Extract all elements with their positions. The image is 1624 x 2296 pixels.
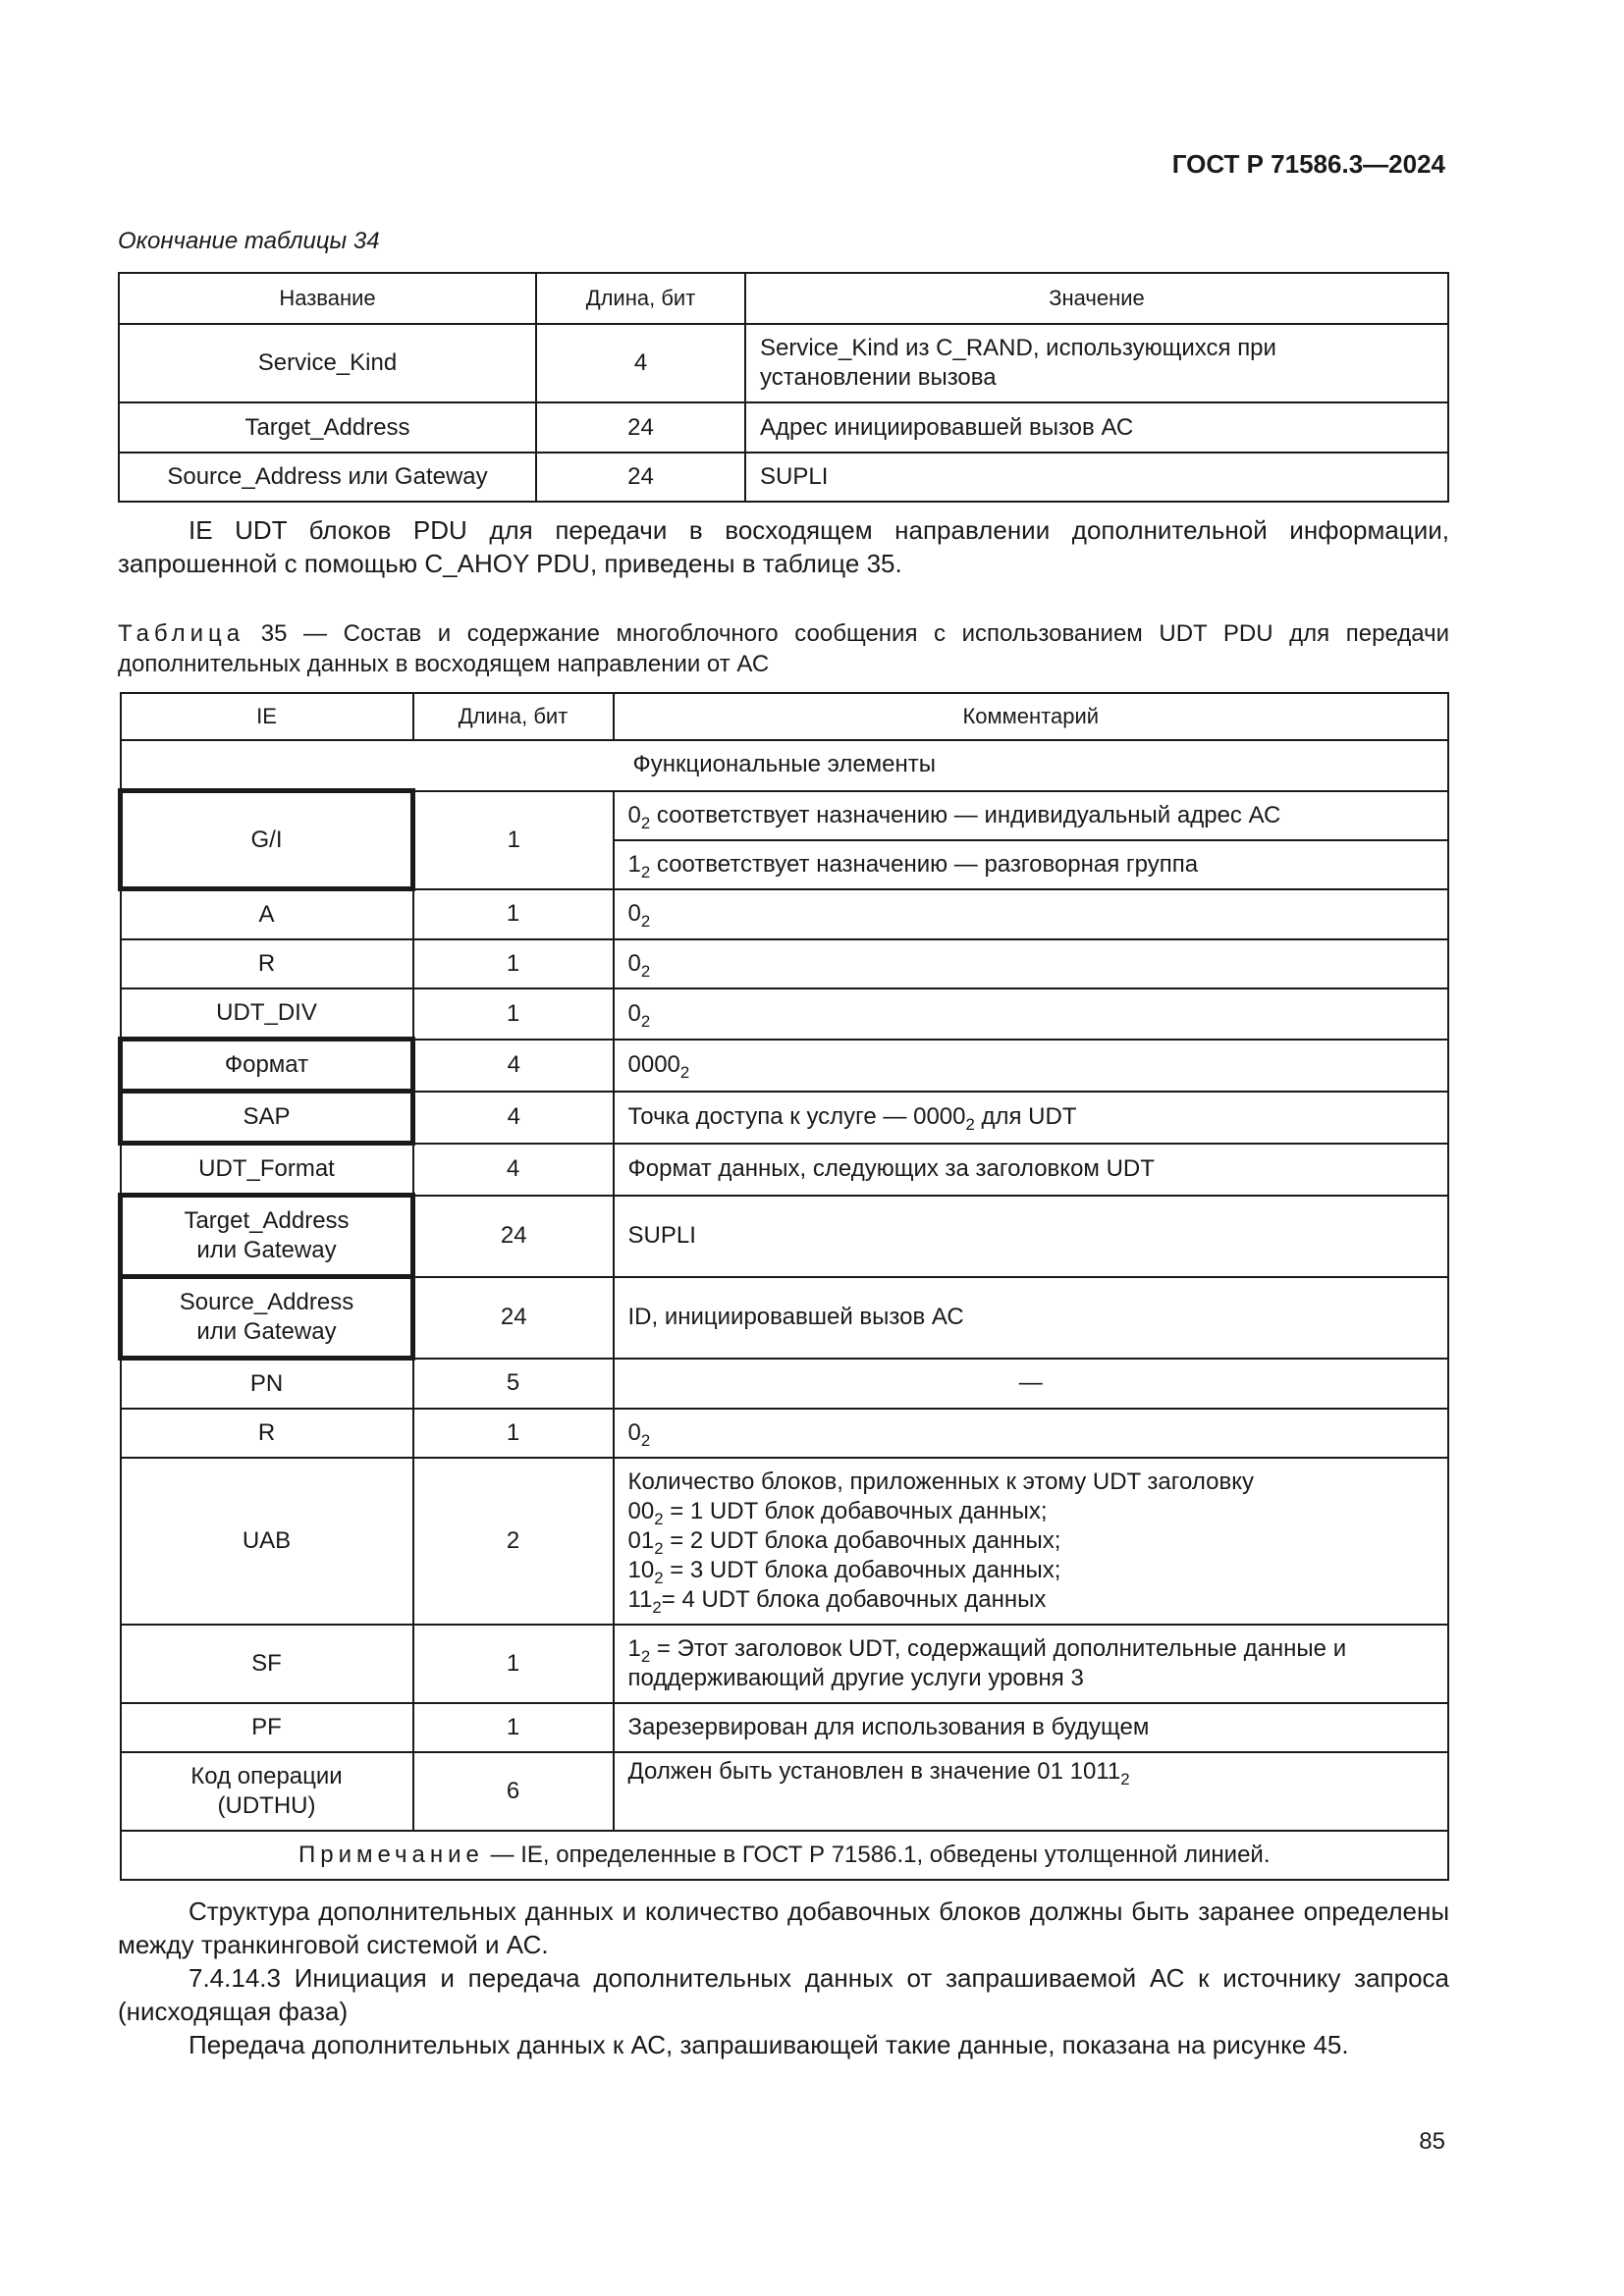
cell-length: 5 (413, 1359, 614, 1410)
table-row (121, 988, 1449, 1040)
table-row (121, 1752, 1449, 1831)
cell-length: 1 (413, 1625, 614, 1703)
table-header-row (119, 273, 1448, 324)
paragraph-figure-ref: Передача дополнительных данных к АС, запрашивающей такие данные, показана на рисунке 45. (189, 2030, 1349, 2059)
cell-comment: $0_2$ (614, 988, 1449, 1040)
cell-ie: R (121, 1409, 413, 1458)
section-row (121, 740, 1449, 791)
table-35 (118, 692, 1449, 1881)
table-row (119, 324, 1448, 402)
note-row (121, 1831, 1449, 1880)
cell-length: 1 (413, 889, 614, 940)
cell-ie: G/I (121, 791, 413, 889)
cell-length: 1 (413, 1409, 614, 1458)
cell-ie: PN (121, 1359, 413, 1410)
cell-value: SUPLI (745, 453, 1448, 502)
cell-ie: SF (121, 1625, 413, 1703)
column-header: Длина, бит (536, 273, 745, 324)
table-row (121, 791, 1449, 840)
table-row (121, 1625, 1449, 1703)
column-header: Длина, бит (413, 693, 614, 740)
cell-length: 1 (413, 939, 614, 988)
table-note: Примечание — IE, определенные в ГОСТ Р 71586.1, обведены утолщенной линией. (121, 1831, 1449, 1880)
cell-length: 1 (413, 988, 614, 1040)
table-row (121, 1703, 1449, 1752)
cell-length: 4 (413, 1040, 614, 1092)
document-code: ГОСТ Р 71586.3—2024 (1171, 149, 1445, 179)
column-header: Комментарий (614, 693, 1449, 740)
table-row (121, 939, 1449, 988)
table-row (121, 1144, 1449, 1196)
cell-length: 4 (413, 1092, 614, 1144)
cell-length: 24 (413, 1196, 614, 1277)
cell-length: 24 (413, 1277, 614, 1359)
paragraph-structure: Структура дополнительных данных и количество добавочных блоков должны быть заранее определены между транкинговой системой и АС. (118, 1896, 1449, 1959)
cell-name: Target_Address (119, 402, 536, 453)
cell-name: Service_Kind (119, 324, 536, 402)
cell-comment: Должен быть установлен в значение 01 $1011_2$ (614, 1752, 1449, 1831)
caption-number: 35 (260, 620, 288, 647)
table-row (121, 889, 1449, 940)
table-row (119, 453, 1448, 502)
cell-comment: $0_2$ (614, 1409, 1449, 1458)
column-header: Значение (745, 273, 1448, 324)
cell-comment: $1_2$ = Этот заголовок UDT, содержащий дополнительные данные и поддерживающий другие услуги уровня 3 (614, 1625, 1449, 1703)
cell-ie: Код операции (UDTHU) (121, 1752, 413, 1831)
cell-length: 4 (413, 1144, 614, 1196)
cell-comment: Количество блоков, приложенных к этому UDT заголовку $00_2 = 1$ UDT блок добавочных данных; $01_2 = 2$ UDT блока добавочных данных; $10_2 = 3$ UDT блока добавочных данных; $11_2= 4$ UDT блока добавочных данных (614, 1458, 1449, 1625)
cell-length: 6 (413, 1752, 614, 1831)
cell-comment: Формат данных, следующих за заголовком UDT (614, 1144, 1449, 1196)
table-row (121, 1359, 1449, 1410)
cell-length: 1 (413, 1703, 614, 1752)
cell-length: 24 (536, 453, 745, 502)
page-number: 85 (1419, 2128, 1445, 2155)
cell-comment: $0000_2$ (614, 1040, 1449, 1092)
cell-length: 1 (413, 791, 614, 889)
section-title: Функциональные элементы (121, 740, 1449, 791)
cell-comment: $1_2$ соответствует назначению — разговорная группа (614, 840, 1449, 889)
cell-comment: — (614, 1359, 1449, 1410)
cell-ie: Target_Address или Gateway (121, 1196, 413, 1277)
table-row (121, 1092, 1449, 1144)
table-row (119, 402, 1448, 453)
cell-ie: Формат (121, 1040, 413, 1092)
cell-ie: SAP (121, 1092, 413, 1144)
column-header: IE (121, 693, 413, 740)
cell-ie: UAB (121, 1458, 413, 1625)
caption-text: — Состав и содержание многоблочного сообщения с использованием UDT PDU для передачи дополнительных данных в восходящем направлении от АС (118, 620, 1450, 677)
cell-ie: PF (121, 1703, 413, 1752)
cell-length: 2 (413, 1458, 614, 1625)
cell-value: Адрес инициировавшей вызов АС (745, 402, 1448, 453)
cell-comment: Точка доступа к услуге — $0000_2$ для UDT (614, 1092, 1449, 1144)
cell-ie: A (121, 889, 413, 940)
cell-ie: UDT_Format (121, 1144, 413, 1196)
table-row (121, 1196, 1449, 1277)
caption-label: Таблица (118, 620, 245, 647)
table-header-row (121, 693, 1449, 740)
cell-name: Source_Address или Gateway (119, 453, 536, 502)
cell-ie: UDT_DIV (121, 988, 413, 1040)
table-34 (118, 272, 1449, 503)
table-row (121, 1040, 1449, 1092)
cell-length: 24 (536, 402, 745, 453)
column-header: Название (119, 273, 536, 324)
cell-comment: SUPLI (614, 1196, 1449, 1277)
cell-value: Service_Kind из C_RAND, использующихся при установлении вызова (745, 324, 1448, 402)
cell-length: 4 (536, 324, 745, 402)
cell-comment: $0_2$ (614, 889, 1449, 940)
cell-ie: R (121, 939, 413, 988)
table-row (121, 1458, 1449, 1625)
cell-comment: $0_2$ (614, 939, 1449, 988)
table-row (121, 1409, 1449, 1458)
cell-ie: Source_Address или Gateway (121, 1277, 413, 1359)
cell-comment: ID, инициировавшей вызов АС (614, 1277, 1449, 1359)
paragraph-ie-udt: IE UDT блоков PDU для передачи в восходящем направлении дополнительной информации, запрошенной с помощью C_AHOY PDU, приведены в таблице 35. (118, 515, 1449, 578)
table35-caption (118, 618, 1449, 679)
table-row (121, 1277, 1449, 1359)
cell-comment: Зарезервирован для использования в будущем (614, 1703, 1449, 1752)
cell-comment: $0_2$ соответствует назначению — индивидуальный адрес АС (614, 791, 1449, 840)
table34-continuation-caption: Окончание таблицы 34 (118, 228, 380, 254)
paragraph-section-7-4-14-3: 7.4.14.3 Инициация и передача дополнительных данных от запрашиваемой АС к источнику запроса (нисходящая фаза) (118, 1963, 1449, 2026)
